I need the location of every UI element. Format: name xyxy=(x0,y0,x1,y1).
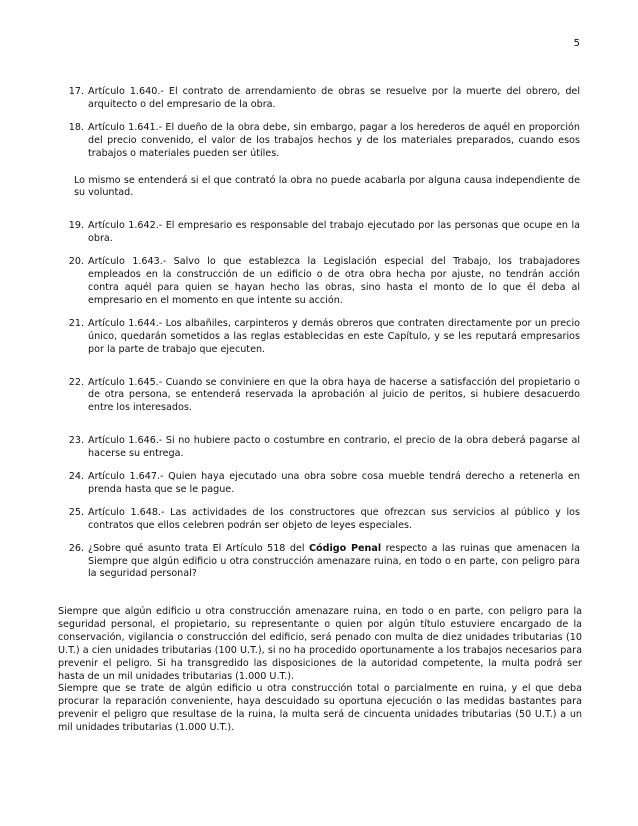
answer-block xyxy=(58,606,582,735)
item-text: Artículo 1.648.- Las actividades de los constructores que ofrezcan sus servicios al público y los contratos que ellos celebren podrán ser objeto de leyes especiales. xyxy=(88,506,580,531)
question-post: respecto a las ruinas que amenacen la Siempre que algún edificio u otra construcción amenazare ruina, en todo o en parte, con peligro para la seguridad personal? xyxy=(88,542,580,580)
item-text: Artículo 1.642.- El empresario es responsable del trabajo ejecutado por las personas que ocupe en la obra. xyxy=(88,220,580,245)
list-item xyxy=(58,86,580,112)
item-number: 18. xyxy=(68,121,84,133)
item-text: Artículo 1.645.- Cuando se conviniere en que la obra haya de hacerse a satisfacción del propietario o de otra persona, se entenderá reservada la aprobación al juicio de peritos, si hubiere desacuerdo entre los interesados. xyxy=(88,376,580,414)
page-number: 5 xyxy=(573,38,580,49)
list-item xyxy=(58,507,580,533)
item-number: 19. xyxy=(68,220,84,232)
item-number: 26. xyxy=(68,542,84,554)
question-item xyxy=(58,543,580,582)
list-item xyxy=(58,435,580,461)
item-text: Artículo 1.646.- Si no hubiere pacto o costumbre en contrario, el precio de la obra deberá pagarse al hacerse su entrega. xyxy=(88,435,580,460)
item-text: Artículo 1.647.- Quien haya ejecutado una obra sobre cosa mueble tendrá derecho a retenerla en prenda hasta que se le pague. xyxy=(88,471,580,495)
item-text: Artículo 1.644.- Los albañiles, carpinteros y demás obreros que contraten directamente por un precio único, quedarán sometidos a las reglas establecidas en este Capítulo, y se les reputará empresarios por la parte de trabajo que ejecuten. xyxy=(88,317,580,355)
item-number: 21. xyxy=(68,317,84,329)
item-number: 22. xyxy=(68,376,84,388)
list-item xyxy=(58,471,580,497)
document-body xyxy=(58,86,580,591)
question-text xyxy=(88,543,580,582)
question-bold: Código Penal xyxy=(309,542,382,554)
item-text: Artículo 1.640.- El contrato de arrendamiento de obras se resuelve por la muerte del obrero, del arquitecto o del empresario de la obra. xyxy=(88,86,580,110)
list-item xyxy=(58,122,580,161)
item-number: 23. xyxy=(68,435,84,447)
answer-paragraph: Siempre que algún edificio u otra construcción amenazare ruina, en todo o en parte, con peligro para la seguridad personal, el propietario, su representante o quien por algún título estuviere encargado de la conservación, vigilancia o construcción del edificio, será penado con multa de diez unidades tributarias (10 U.T.) a cien unidades tributarias (100 U.T.), si no ha procedido oportunamente a los trabajos necesarios para prevenir el peligro. Si ha transgredido las disposiciones de la autoridad competente, la multa podrá ser hasta de un mil unidades tributarias (1.000 U.T.). xyxy=(58,606,582,682)
list-item xyxy=(58,377,580,416)
item-text: Artículo 1.643.- Salvo lo que establezca la Legislación especial del Trabajo, los trabajadores empleados en la construcción de un edificio o de otra obra hecha por ajuste, no tendrán acción contra aquél para quien se hayan hecho las obras, sino hasta el monto de lo que él deba al empresario en el momento en que intente su acción. xyxy=(88,256,580,306)
note-paragraph: Lo mismo se entenderá si el que contrató la obra no puede acabarla por alguna causa independiente de su voluntad. xyxy=(74,174,580,199)
item-number: 20. xyxy=(68,256,84,268)
item-number: 17. xyxy=(68,86,84,97)
answer-paragraph: Siempre que se trate de algún edificio u otra construcción total o parcialmente en ruina, y el que deba procurar la reparación conveniente, haya descuidado su oportuna ejecución o las medidas bastantes para prevenir el peligro que resultase de la ruina, la multa será de cincuenta unidades tributarias (50 U.T.) a un mil unidades tributarias (1.000 U.T.). xyxy=(58,683,582,734)
item-number: 25. xyxy=(68,506,84,518)
question-pre: ¿Sobre qué asunto trata El Artículo 518 del xyxy=(88,542,310,554)
item-text: Artículo 1.641.- El dueño de la obra debe, sin embargo, pagar a los herederos de aquél en proporción del precio convenido, el valor de los trabajos hechos y de los materiales preparados, cuando esos trabajos o materiales pueden ser útiles. xyxy=(88,121,580,159)
list-item xyxy=(58,318,580,357)
item-number: 24. xyxy=(68,471,84,483)
list-item xyxy=(58,256,580,308)
list-item xyxy=(58,220,580,246)
article-list-b xyxy=(58,220,580,581)
article-list-a xyxy=(58,86,580,161)
